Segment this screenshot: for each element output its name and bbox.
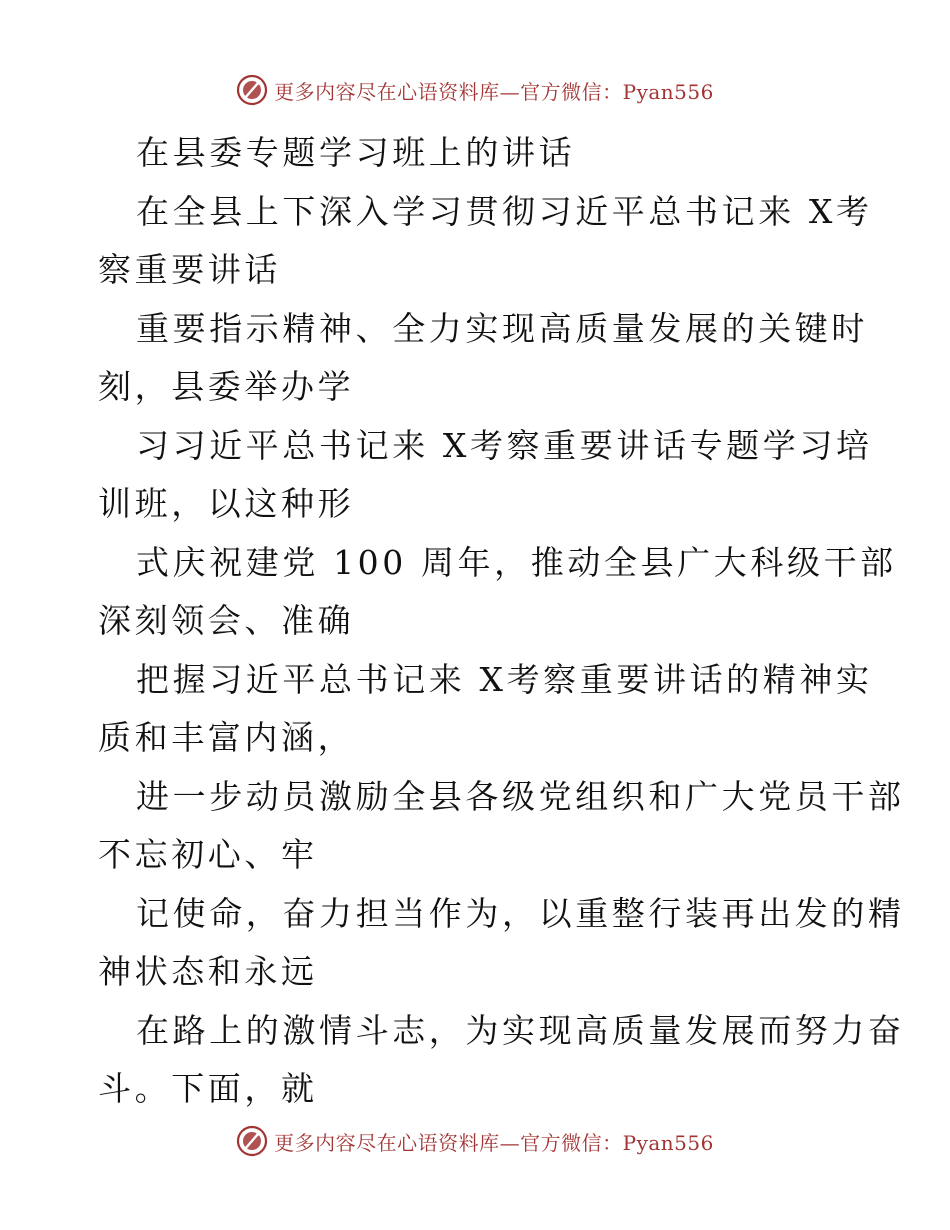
footer-watermark <box>0 1121 950 1161</box>
watermark-text <box>274 76 714 105</box>
watermark-separator: — <box>499 1130 521 1155</box>
watermark-group <box>236 74 714 106</box>
brand-logo-icon <box>236 74 268 106</box>
paragraph-line: 质和丰富内涵， <box>98 718 355 757</box>
paragraph-line: 习习近平总书记来 X考察重要讲话专题学习培 <box>136 425 873 465</box>
paragraph-line: 不忘初心、牢 <box>98 835 318 874</box>
paragraph-line: 把握习近平总书记来 X考察重要讲话的精神实 <box>136 659 873 699</box>
watermark-text <box>274 1127 714 1156</box>
paragraph-line: 斗。下面，就 <box>98 1069 318 1108</box>
paragraph-line: 式庆祝建党 100 周年，推动全县广大科级干部 <box>136 542 897 582</box>
paragraph-line: 察重要讲话 <box>98 250 281 289</box>
paragraph-line: 进一步动员激励全县各级党组织和广大党员干部 <box>136 776 905 816</box>
paragraph-line: 重要指示精神、全力实现高质量发展的关键时 <box>136 308 868 348</box>
paragraph-line: 神状态和永远 <box>98 952 318 991</box>
paragraph-line: 刻，县委举办学 <box>98 367 355 406</box>
paragraph-line: 记使命，奋力担当作为，以重整行装再出发的精 <box>136 893 905 933</box>
watermark-separator: — <box>499 79 521 104</box>
watermark-brand: 更多内容尽在心语资料库 <box>274 1130 500 1155</box>
watermark-contact: 官方微信：Pyan556 <box>520 79 714 104</box>
document-body <box>98 124 905 1119</box>
watermark-group <box>236 1125 714 1157</box>
brand-logo-icon <box>236 1125 268 1157</box>
paragraph-line: 在路上的激情斗志，为实现高质量发展而努力奋 <box>136 1010 905 1050</box>
paragraph-line: 在全县上下深入学习贯彻习近平总书记来 X考 <box>136 191 873 231</box>
header-watermark <box>0 70 950 110</box>
paragraph-line: 训班，以这种形 <box>98 484 355 523</box>
watermark-contact: 官方微信：Pyan556 <box>520 1130 714 1155</box>
watermark-brand: 更多内容尽在心语资料库 <box>274 79 500 104</box>
paragraph-line: 深刻领会、准确 <box>98 601 355 640</box>
paragraph-line: 在县委专题学习班上的讲话 <box>136 133 576 172</box>
